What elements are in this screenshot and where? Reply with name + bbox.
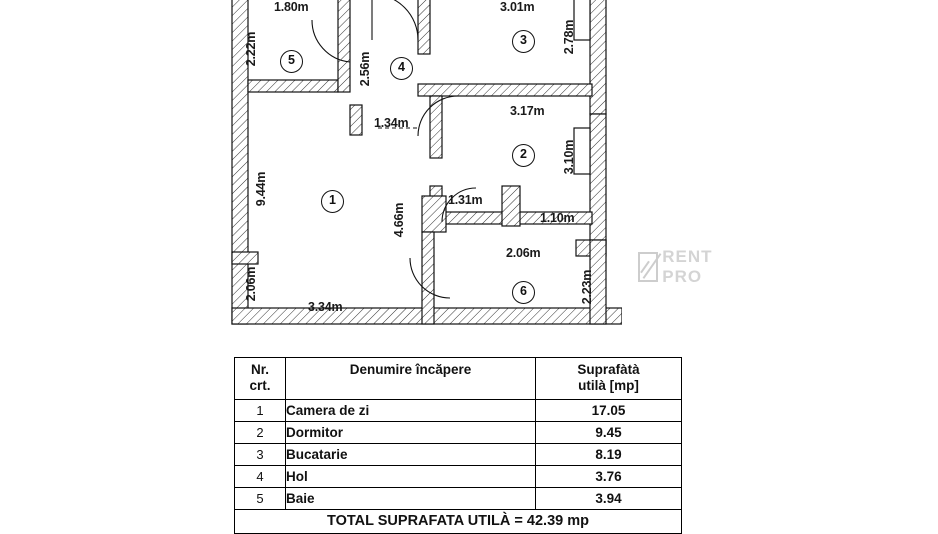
dimension-2-06m-b: 2.06m [506, 246, 541, 260]
row-name: Camera de zi [286, 399, 536, 421]
table-total-row [235, 509, 682, 533]
row-area: 3.94 [536, 487, 682, 509]
watermark-text: RENT PRO [662, 247, 713, 286]
row-nr: 2 [235, 421, 286, 443]
table-header-row [235, 358, 682, 400]
header-nr-line2: crt. [249, 377, 271, 393]
dimension-9-44m: 9.44m [254, 171, 269, 207]
row-name: Hol [286, 465, 536, 487]
dimension-3-01m: 3.01m [500, 0, 535, 14]
area-table [234, 357, 682, 534]
room-number-3: 3 [512, 30, 535, 53]
floor-plan-drawing [222, 0, 713, 336]
watermark [638, 247, 722, 287]
row-name: Baie [286, 487, 536, 509]
dimension-2-56m: 2.56m [358, 51, 373, 87]
total-area-label: TOTAL SUPRAFATA UTILÀ = 42.39 mp [235, 509, 682, 533]
dimension-1-10m: 1.10m [540, 211, 575, 225]
row-area: 8.19 [536, 443, 682, 465]
table-row [235, 443, 682, 465]
table-row [235, 487, 682, 509]
row-nr: 4 [235, 465, 286, 487]
dimension-2-78m: 2.78m [562, 19, 577, 55]
dimension-1-31m: 1.31m [448, 193, 483, 207]
area-table-container [234, 357, 682, 534]
dimension-1-34m: 1.34m [374, 116, 409, 130]
dimension-2-23m: 2.23m [580, 269, 595, 305]
dimension-3-10m: 3.10m [562, 139, 577, 175]
room-number-6: 6 [512, 281, 535, 304]
row-area: 17.05 [536, 399, 682, 421]
row-nr: 5 [235, 487, 286, 509]
table-row [235, 465, 682, 487]
row-area: 9.45 [536, 421, 682, 443]
dimension-2-22m: 2.22m [244, 31, 259, 67]
room-number-5: 5 [280, 50, 303, 73]
row-area: 3.76 [536, 465, 682, 487]
row-nr: 1 [235, 399, 286, 421]
header-nr [235, 358, 286, 400]
header-area [536, 358, 682, 400]
row-nr: 3 [235, 443, 286, 465]
header-area-line1: Suprafàtà [577, 362, 640, 377]
header-area-line2: utilà [mp] [578, 377, 639, 393]
dimension-1-80m: 1.80m [274, 0, 309, 14]
room-number-1: 1 [321, 190, 344, 213]
table-row [235, 399, 682, 421]
dimension-3-34m: 3.34m [308, 300, 343, 314]
row-name: Dormitor [286, 421, 536, 443]
row-name: Bucatarie [286, 443, 536, 465]
room-number-2: 2 [512, 144, 535, 167]
header-nr-line1: Nr. [250, 362, 269, 377]
dimension-2-06m-a: 2.06m [244, 266, 259, 302]
dimension-3-17m: 3.17m [510, 104, 545, 118]
room-number-4: 4 [390, 57, 413, 80]
header-room-name: Denumire încăpere [286, 358, 536, 400]
dimension-4-66m: 4.66m [392, 202, 407, 238]
table-row [235, 421, 682, 443]
rent-pro-logo-icon [638, 252, 658, 282]
